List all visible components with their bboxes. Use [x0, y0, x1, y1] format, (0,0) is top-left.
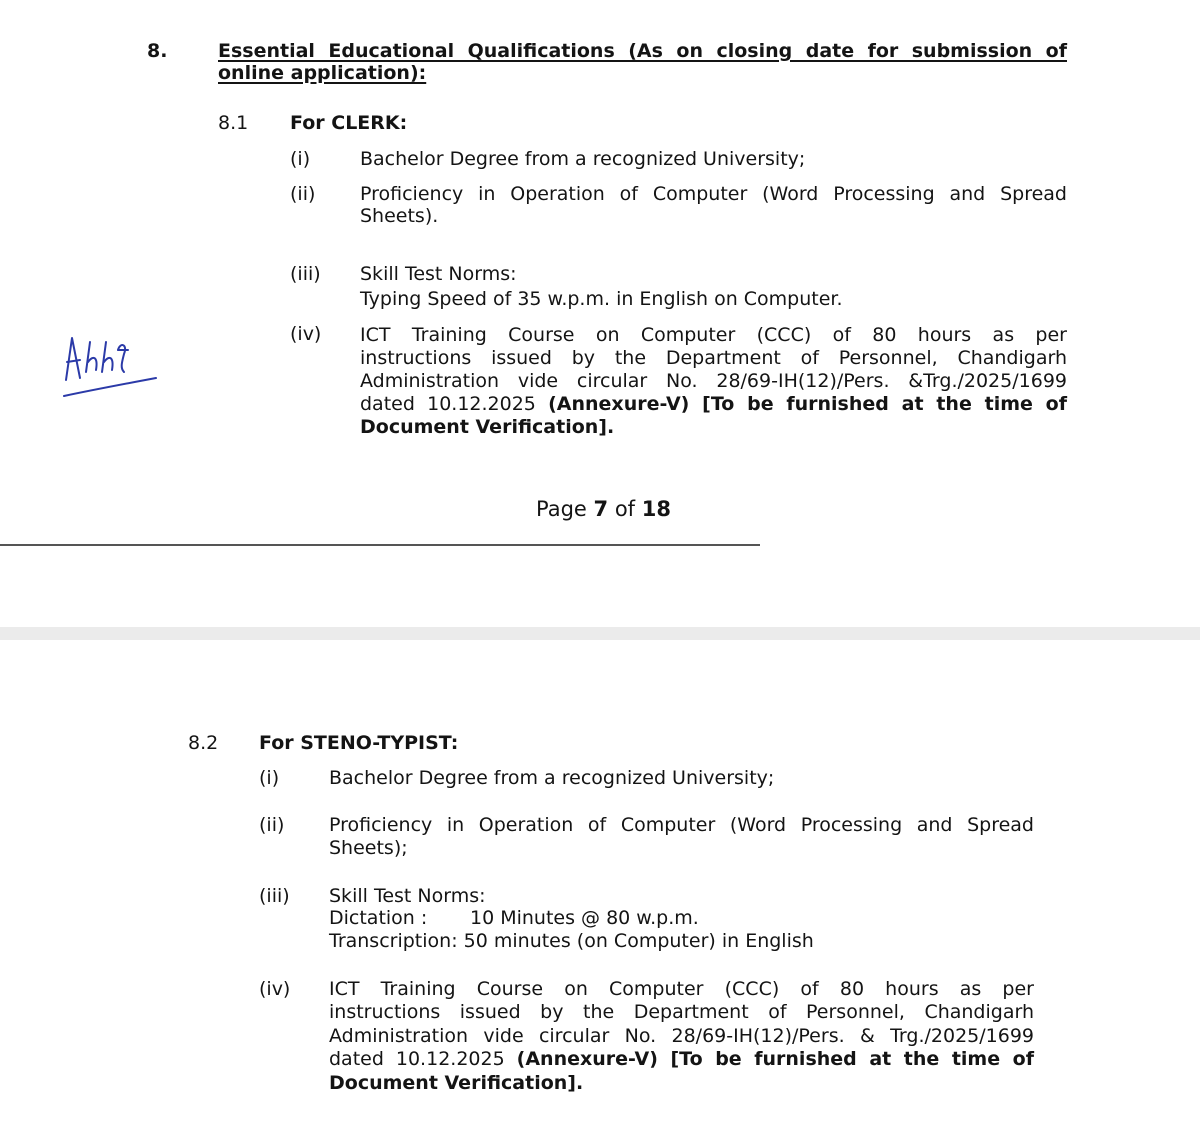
item-text: Bachelor Degree from a recognized University;	[360, 148, 806, 170]
item-text: Proficiency in Operation of Computer (Word Processing and Spread	[329, 814, 1034, 836]
item-text: Sheets).	[360, 205, 439, 227]
section-number: 8.	[147, 40, 168, 62]
page-separator	[0, 627, 1200, 640]
item-text: Administration vide circular No. 28/69-IH(12)/Pers. & Trg./2025/1699	[329, 1025, 1034, 1047]
item-text: Administration vide circular No. 28/69-IH(12)/Pers. &Trg./2025/1699	[360, 370, 1067, 392]
item-number: (i)	[259, 767, 280, 789]
item-text: Skill Test Norms:	[329, 885, 486, 907]
item-text: Transcription: 50 minutes (on Computer) in English	[329, 930, 814, 952]
item-number: (iii)	[290, 263, 321, 285]
item-number: (i)	[290, 148, 311, 170]
item-text: ICT Training Course on Computer (CCC) of 80 hours as per	[329, 978, 1034, 1000]
item-number: (iv)	[290, 323, 322, 345]
handwritten-signature	[58, 328, 162, 400]
item-number: (iii)	[259, 885, 290, 907]
page-bottom-rule	[0, 544, 760, 546]
item-text: Sheets);	[329, 837, 408, 859]
subsection-title-steno: For STENO-TYPIST:	[259, 732, 459, 754]
item-text: Document Verification].	[329, 1072, 584, 1094]
item-text: 10 Minutes @ 80 w.p.m.	[470, 907, 699, 929]
item-text: ICT Training Course on Computer (CCC) of 80 hours as per	[360, 324, 1067, 346]
item-text: Proficiency in Operation of Computer (Word Processing and Spread	[360, 183, 1067, 205]
item-text: Skill Test Norms:	[360, 263, 517, 285]
section-heading-line1: Essential Educational Qualifications (As on closing date for submission of	[218, 40, 1067, 62]
item-text: instructions issued by the Department of Personnel, Chandigarh	[360, 347, 1067, 369]
item-number: (iv)	[259, 978, 291, 1000]
item-text: dated 10.12.2025 (Annexure-V) [To be furnished at the time of	[360, 393, 1067, 415]
item-text: Bachelor Degree from a recognized University;	[329, 767, 775, 789]
item-text: instructions issued by the Department of Personnel, Chandigarh	[329, 1001, 1034, 1023]
item-number: (ii)	[259, 814, 285, 836]
page-number-footer: Page 7 of 18	[536, 497, 671, 521]
item-text: Document Verification].	[360, 416, 615, 438]
subsection-number: 8.2	[188, 732, 219, 754]
item-number: (ii)	[290, 183, 316, 205]
item-text: Typing Speed of 35 w.p.m. in English on Computer.	[360, 288, 843, 310]
item-text: Dictation :	[329, 907, 428, 929]
item-text: dated 10.12.2025 (Annexure-V) [To be furnished at the time of	[329, 1048, 1034, 1070]
subsection-number: 8.1	[218, 112, 249, 134]
section-heading-line2: online application):	[218, 62, 427, 84]
subsection-title-clerk: For CLERK:	[290, 112, 408, 134]
